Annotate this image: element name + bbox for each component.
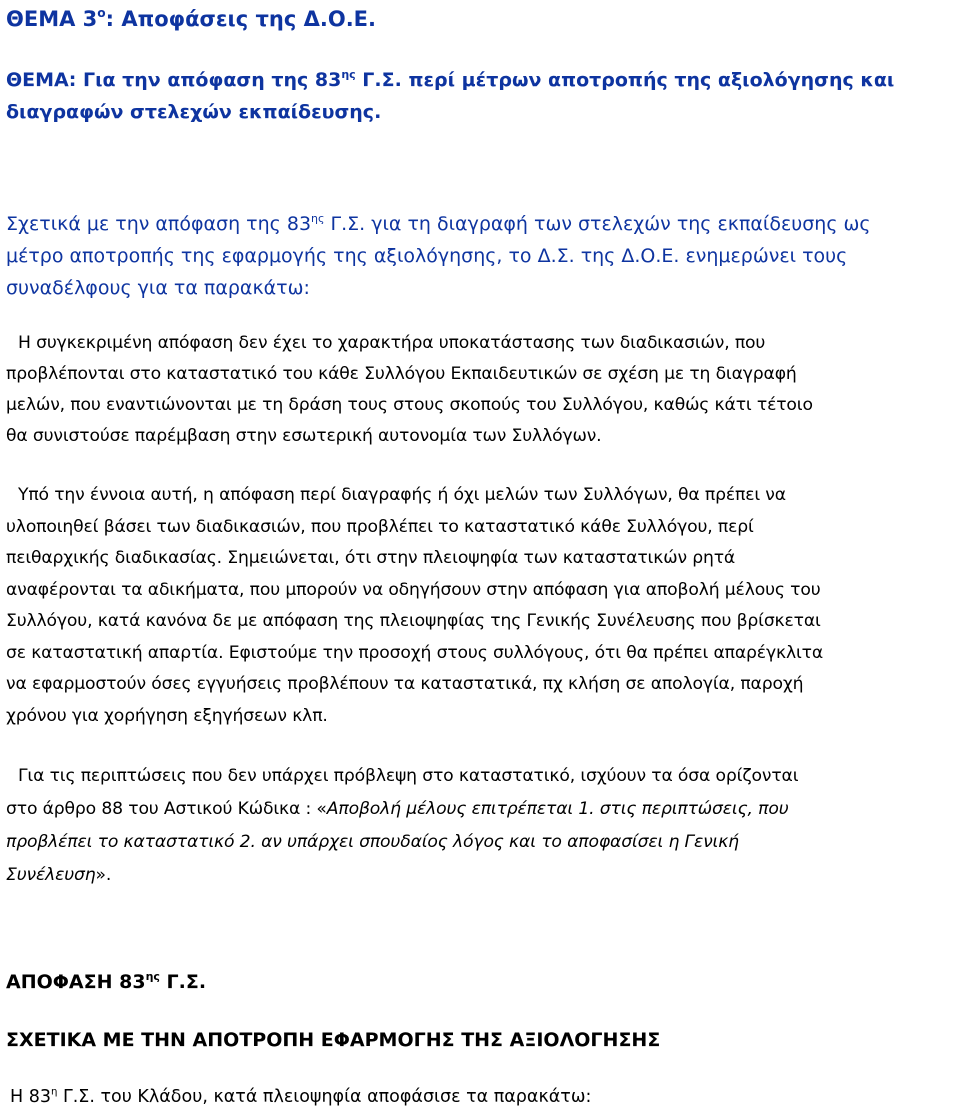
final-pre: Η 83 — [10, 1087, 51, 1107]
p2-line: πειθαρχικής διαδικασίας. Σημειώνεται, ότι στην πλειοψηφία των καταστατικών ρητά — [6, 548, 736, 568]
intro-line-1 — [6, 208, 960, 240]
p3-line-4 — [6, 859, 960, 892]
subject-line-1 — [6, 64, 960, 96]
paragraph-1 — [6, 328, 960, 452]
intro-line-3: συναδέλφους για τα παρακάτω: — [6, 277, 310, 299]
decision-pre: ΑΠΟΦΑΣΗ 83 — [6, 971, 146, 993]
p3-line-2-quote: Αποβολή μέλους επιτρέπεται 1. στις περιπτώσεις, που — [326, 799, 789, 819]
p3-line-4-post: ». — [95, 865, 112, 885]
related-heading: ΣΧΕΤΙΚΑ ΜΕ ΤΗΝ ΑΠΟΤΡΟΠΗ ΕΦΑΡΜΟΓΗΣ ΤΗΣ ΑΞΙΟΛΟΓΗΣΗΣ — [6, 1029, 661, 1051]
p2-line: Συλλόγου, κατά κανόνα δε με απόφαση της πλειοψηφίας της Γενικής Συνέλευσης που βρίσκεται — [6, 611, 821, 631]
intro-post: Γ.Σ. για τη διαγραφή των στελεχών της εκπαίδευσης ως — [324, 213, 871, 235]
p1-line: Η συγκεκριμένη απόφαση δεν έχει το χαρακτήρα υποκατάστασης των διαδικασιών, που — [18, 333, 766, 353]
paragraph-2 — [6, 480, 960, 732]
intro-pre: Σχετικά με την απόφαση της 83 — [6, 213, 312, 235]
subject-line-2: διαγραφών στελεχών εκπαίδευσης. — [6, 101, 382, 123]
title-text: ΘΕΜΑ 3 — [6, 7, 98, 31]
p3-line-3: προβλέπει το καταστατικό 2. αν υπάρχει σπουδαίος λόγος και το αποφασίσει η Γενική — [6, 832, 739, 852]
document-title — [6, 4, 960, 34]
p3-line-2-pre: στο άρθρο 88 του Αστικού Κώδικα : « — [6, 799, 327, 819]
p3-line-1: Για τις περιπτώσεις που δεν υπάρχει πρόβλεψη στο καταστατικό, ισχύουν τα όσα ορίζονται — [18, 766, 799, 786]
title-sup: ο — [97, 5, 106, 20]
final-post: Γ.Σ. του Κλάδου, κατά πλειοψηφία αποφάσισε τα παρακάτω: — [57, 1087, 592, 1107]
p1-line: μελών, που εναντιώνονται με τη δράση τους στους σκοπούς του Συλλόγου, καθώς κάτι τέτοιο — [6, 395, 813, 415]
p1-line: θα συνιστούσε παρέμβαση στην εσωτερική αυτονομία των Συλλόγων. — [6, 426, 602, 446]
subject-sup: ης — [341, 67, 356, 81]
intro-line-2: μέτρο αποτροπής της εφαρμογής της αξιολόγησης, το Δ.Σ. της Δ.Ο.Ε. ενημερώνει τους — [6, 245, 848, 267]
decision-post: Γ.Σ. — [159, 971, 207, 993]
p2-line: υλοποιηθεί βάσει των διαδικασιών, που προβλέπει το καταστατικό κάθε Συλλόγου, περί — [6, 516, 754, 537]
decision-heading — [6, 966, 960, 998]
decision-sup: ης — [145, 969, 160, 983]
p2-line: σε καταστατική απαρτία. Εφιστούμε την προσοχή στους συλλόγους, ότι θα πρέπει απαρέγκλιτα — [6, 642, 824, 663]
p2-line: Υπό την έννοια αυτή, η απόφαση περί διαγραφής ή όχι μελών των Συλλόγων, θα πρέπει να — [18, 485, 786, 505]
intro-paragraph — [6, 208, 960, 304]
intro-sup: ης — [311, 211, 325, 225]
final-line — [6, 1082, 960, 1112]
p2-line: να εφαρμοστούν όσες εγγυήσεις προβλέπουν τα καταστατικά, πχ κλήση σε απολογία, παροχή — [6, 674, 804, 694]
p2-line: χρόνου για χορήγηση εξηγήσεων κλπ. — [6, 705, 328, 726]
p3-line-2 — [6, 793, 960, 826]
subject-pre: ΘΕΜΑ: Για την απόφαση της 83 — [6, 69, 342, 91]
p2-line: αναφέρονται τα αδικήματα, που μπορούν να οδηγήσουν στην απόφαση για αποβολή μέλους του — [6, 579, 821, 600]
final-sup: η — [51, 1086, 58, 1098]
p1-line: προβλέπονται στο καταστατικό του κάθε Συλλόγου Εκπαιδευτικών σε σχέση με τη διαγραφή — [6, 364, 797, 384]
paragraph-3 — [6, 760, 960, 892]
title-rest: : Αποφάσεις της Δ.Ο.Ε. — [105, 7, 376, 31]
subject-post: Γ.Σ. περί μέτρων αποτροπής της αξιολόγησης και — [355, 69, 895, 91]
p3-line-4-quote: Συνέλευση — [6, 865, 96, 885]
subject-heading — [6, 64, 960, 128]
